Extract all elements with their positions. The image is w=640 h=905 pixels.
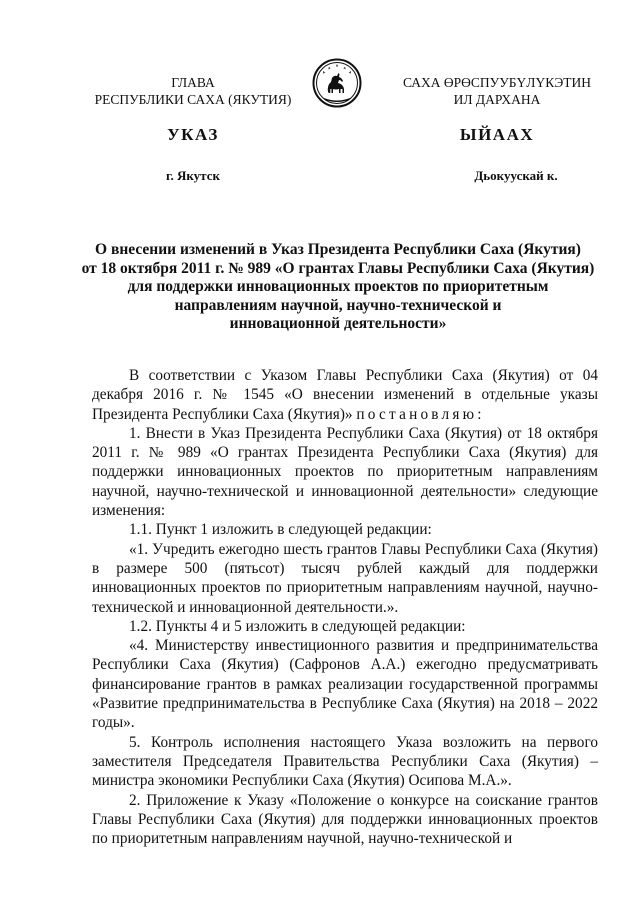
paragraph-1-1-text: «1. Учредить ежегодно шесть грантов Главы Республики Саха (Якутия) в размере 500 (пятьсот) тысяч рублей каждый для поддержки инновационных проектов по приоритетным направлениям научной, научно-технической и инновационной деятельности.». [92, 540, 598, 616]
paragraph-4: «4. Министерству инвестиционного развития и предпринимательства Республики Саха (Якутия) (Сафронов А.А.) ежегодно предусматривать финансирование грантов в рамках реализации государственной программы «Развитие предпринимательства в Республике Саха (Якутия) на 2018 – 2022 годы». [92, 637, 598, 732]
paragraph-2: 2. Приложение к Указу «Положение о конкурсе на соискание грантов Главы Республики Саха (Якутия) для поддержки инновационных проектов по приоритетным направлениям научной, научно-технической и [92, 791, 598, 848]
doc-kind-ru: УКАЗ [167, 125, 219, 144]
issuer-title-ru [78, 74, 308, 108]
paragraph-5: 5. Контроль исполнения настоящего Указа возложить на первого заместителя Председателя Правительства Республики Саха (Якутия) – министра экономики Республики Саха (Якутия) Осипова М.А.». [92, 733, 598, 790]
title-line: направлениям научной, научно-технической и [174, 296, 502, 314]
paragraph-1: 1. Внести в Указ Президента Республики Саха (Якутия) от 18 октября 2011 г. № 989 «О грантах Президента Республики Саха (Якутия) для поддержки инновационных проектов по приоритетным направлениям научной, научно-технической и инновационной деятельности» следующие изменения: [92, 424, 598, 520]
document-title [80, 241, 596, 334]
issuer-line-1: ГЛАВА [171, 75, 215, 90]
place-sakha: Дьокуускай к. [474, 168, 558, 183]
paragraph-1-2: 1.2. Пункты 4 и 5 изложить в следующей редакции: [129, 617, 466, 635]
title-line: инновационной деятельности» [229, 315, 447, 333]
issuer-line-2: ИЛ ДАРХАНА [453, 92, 541, 107]
issuer-line-2: РЕСПУБЛИКИ САХА (ЯКУТИЯ) [94, 92, 292, 107]
intro-paragraph [92, 366, 598, 424]
title-line: О внесении изменений в Указ Президента Республики Саха (Якутия) [95, 241, 581, 258]
issuer-title-sakha [382, 74, 612, 108]
document-body [92, 366, 598, 848]
intro-text: В соответствии с Указом Главы Республики Саха (Якутия) от 04 декабря 2016 г. № 1545 «О внесении изменений в отдельные указы Президента Республики Саха (Якутия)» [92, 367, 598, 423]
issuer-line-1: САХА ӨРӨСПУУБҮЛҮКЭТИН [402, 75, 592, 90]
place-ru: г. Якутск [166, 168, 220, 183]
title-line: от 18 октября 2011 г. № 989 «О грантах Главы Республики Саха (Якутия) [81, 259, 595, 277]
paragraph-1-1: 1.1. Пункт 1 изложить в следующей редакции: [129, 521, 432, 539]
doc-kind-sakha: ЫЙААХ [459, 125, 535, 144]
coat-of-arms-icon [312, 58, 362, 108]
title-line: для поддержки инновационных проектов по приоритетным [127, 278, 549, 296]
decree-word: постановляю: [356, 405, 485, 423]
